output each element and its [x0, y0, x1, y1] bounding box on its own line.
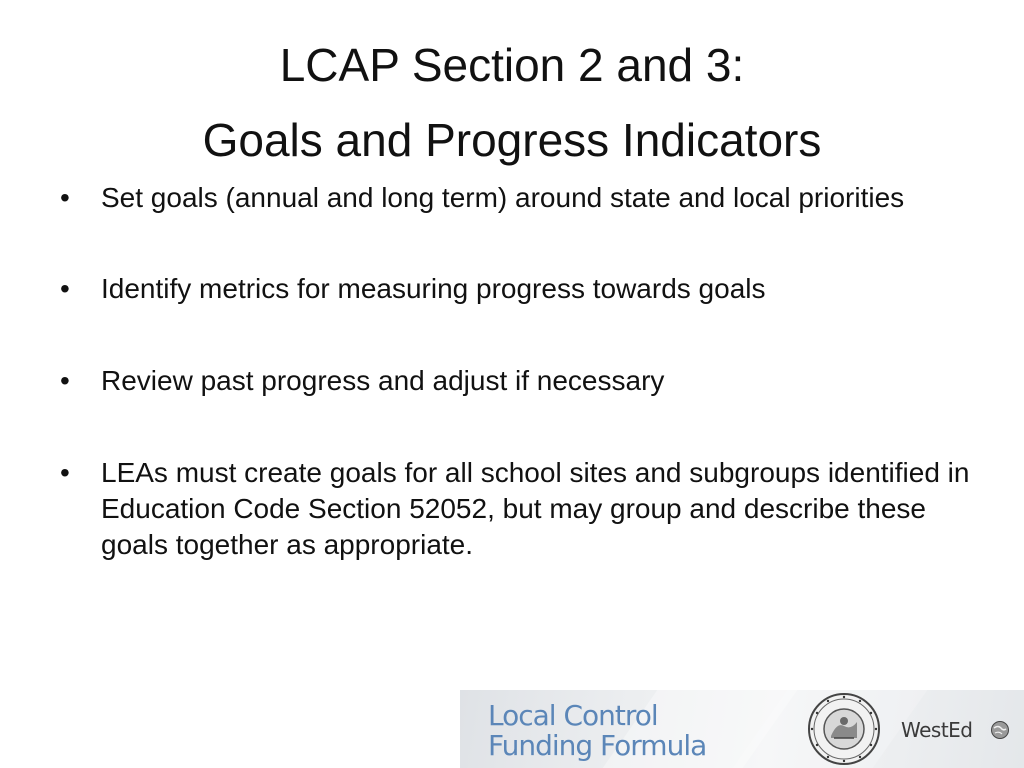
- lcff-logo-line-1: Local Control: [488, 699, 658, 732]
- bullet-item: [58, 363, 978, 399]
- slide-title: [0, 28, 1024, 177]
- bullet-item: [58, 180, 978, 216]
- bullet-text: Set goals (annual and long term) around state and local priorities: [101, 182, 905, 213]
- bullet-text: Review past progress and adjust if necessary: [101, 365, 665, 396]
- wested-logo-text: WestEd: [901, 718, 973, 742]
- bullet-dot: •: [60, 365, 70, 396]
- bullet-dot: •: [60, 273, 70, 304]
- title-line-1: LCAP Section 2 and 3:: [279, 39, 745, 91]
- bullet-dot: •: [60, 182, 70, 213]
- lcff-logo-line-2: Funding Formula: [488, 729, 707, 762]
- bullet-list: [58, 180, 978, 618]
- bullet-item: [58, 455, 978, 563]
- bullet-item: [58, 271, 978, 307]
- seal-icon: [807, 692, 881, 766]
- globe-icon: [990, 720, 1010, 740]
- bullet-dot: •: [60, 457, 70, 488]
- bullet-text: LEAs must create goals for all school sites and subgroups identified in Education Code Section 52052, but may group and describe these goals together as appropriate.: [101, 457, 970, 560]
- bullet-text: Identify metrics for measuring progress towards goals: [101, 273, 766, 304]
- title-line-2: Goals and Progress Indicators: [202, 113, 822, 166]
- footer-banner: [460, 690, 1024, 768]
